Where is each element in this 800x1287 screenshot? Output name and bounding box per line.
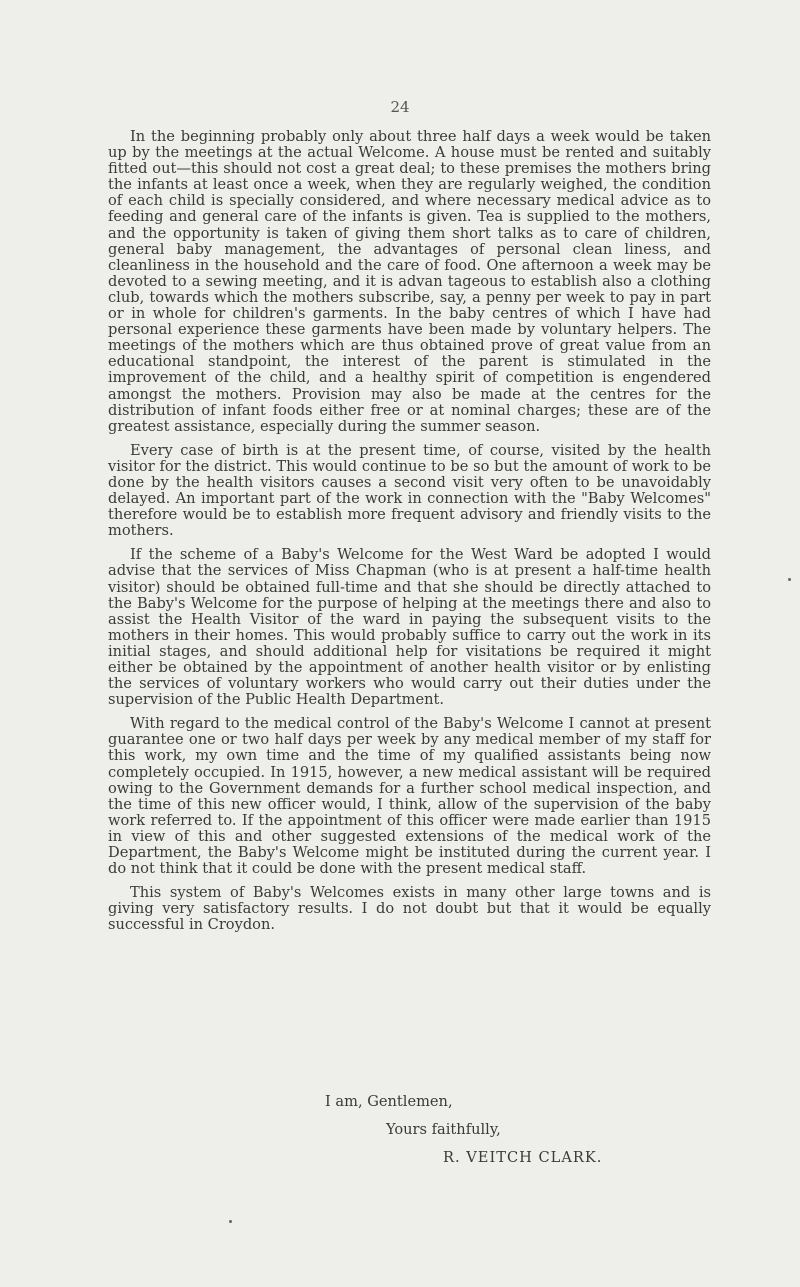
page-number: 24 xyxy=(390,98,410,116)
paragraph-west-ward-scheme: If the scheme of a Baby's Welcome for the West Ward be adopted I would advise that the services of Miss Chapman (who is at present a half-time health visitor) should be obtained full-time and that she should be directly attached to the Baby's Welcome for the purpose of helping at the meetings there and also to assist the Health Visitor of the ward in paying the subsequent visits to the mothers in their homes. This would probably suffice to carry out the work in its initial stages, and should additional help for visitations be required it might either be obtained by the appointment of another health visitor or by enlisting the services of voluntary workers who would carry out their duties under the supervision of the Public Health Department. xyxy=(108,546,711,709)
paragraph-baby-welcome-meetings: In the beginning probably only about three half days a week would be taken up by the meetings at the actual Welcome. A house must be rented and suitably fitted out—this should not cost a great deal; to these premises the mothers bring the infants at least once a week, when they are regularly weighed, the condition of each child is specially considered, and where necessary medical advice as to feeding and general care of the infants is given. Tea is supplied to the mothers, and the opportunity is taken of giving them short talks as to care of children, general baby management, the advantages of personal clean liness, and cleanliness in the household and the care of food. One afternoon a week may be devoted to a sewing meeting, and it is advan tageous to establish also a clothing club, towards which the mothers subscribe, say, a penny per week to pay in part or in whole for children's garments. In the baby centres of which I have had personal experience these garments have been made by voluntary helpers. The meetings of the mothers which are thus obtained prove of great value from an educational standpoint, the interest of the parent is stimulated in the improvement of the child, and a healthy spirit of competition is engendered amongst the mothers. Provision may also be made at the centres for the distribution of infant foods either free or at nominal charges; these are of the greatest assistance, especially during the summer season. xyxy=(108,128,711,435)
paragraph-medical-control: With regard to the medical control of the Baby's Welcome I cannot at present guarantee one or two half days per week by any medical member of my staff for this work, my own time and the time of my qualified assistants being now completely occupied. In 1915, however, a new medical assistant will be required owing to the Government demands for a further school medical inspection, and the time of this new officer would, I think, allow of the supervision of the baby work referred to. If the appointment of this officer were made earlier than 1915 in view of this and other suggested extensions of the medical work of the Department, the Baby's Welcome might be instituted during the current year. I do not think that it could be done with the present medical staff. xyxy=(108,715,711,878)
letter-body xyxy=(108,129,711,942)
margin-speck xyxy=(229,1220,232,1223)
salutation-text: I am, Gentlemen, xyxy=(325,1093,453,1110)
margin-speck xyxy=(788,578,791,581)
signature-text: R. VEITCH CLARK. xyxy=(443,1149,603,1166)
valediction-text: Yours faithfully, xyxy=(386,1121,501,1138)
paragraph-health-visitor: Every case of birth is at the present time, of course, visited by the health visitor for the district. This would continue to be so but the amount of work to be done by the health visitors causes a second visit very often to be unavoidably delayed. An important part of the work in connection with the "Baby Welcomes" therefore would be to establish more frequent advisory and friendly visits to the mothers. xyxy=(108,441,711,540)
paragraph-conclusion: This system of Baby's Welcomes exists in many other large towns and is giving very satisfactory results. I do not doubt but that it would be equally successful in Croydon. xyxy=(108,884,711,934)
